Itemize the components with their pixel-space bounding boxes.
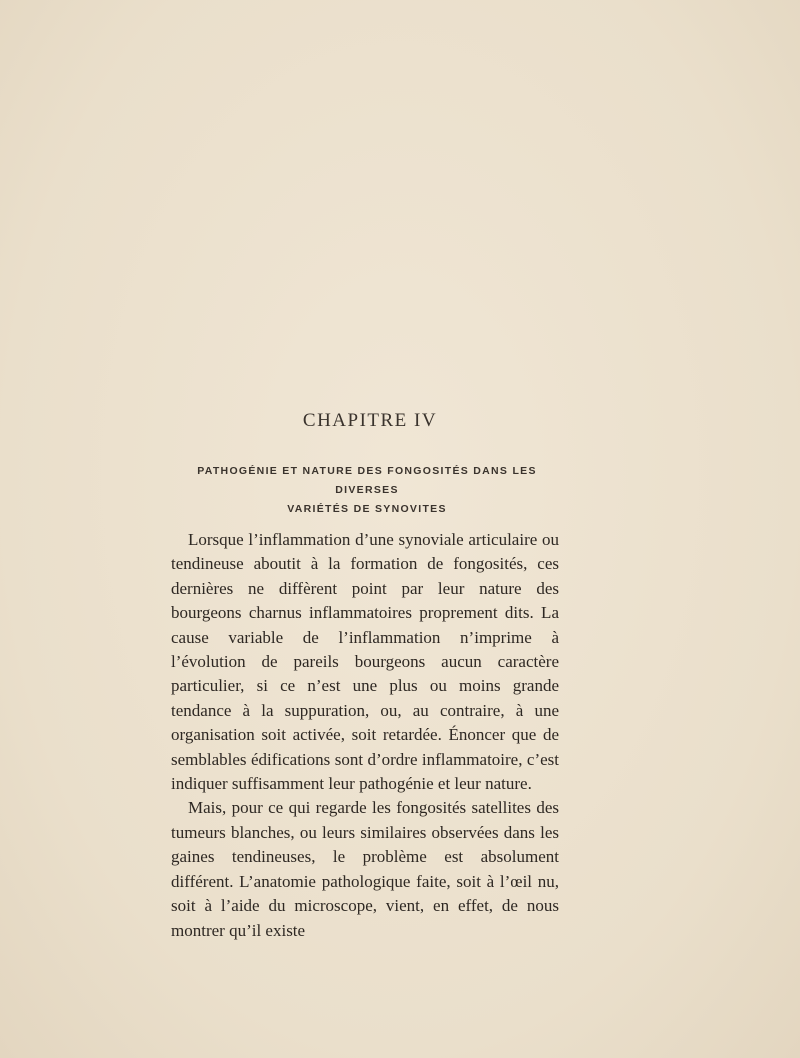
paragraph-2: Mais, pour ce qui regarde les fongosités satellites des tumeurs blanches, ou leurs similaires observées dans les gaines tendineuses, le problème est absolument différent. L’anatomie pathologique faite, soit à l’œil nu, soit à l’aide du microscope, vient, en effet, de nous montrer qu’il existe: [171, 798, 559, 940]
chapter-title: CHAPITRE IV: [302, 410, 438, 431]
paragraph-1: Lorsque l’inflammation d’une synoviale articulaire ou tendineuse aboutit à la formation de fongosités, ces dernières ne diffèrent point par leur nature des bourgeons charnus inflammatoires proprement dits. La cause variable de l’inflammation n’imprime à l’évolution de pareils bourgeons aucun caractère particulier, si ce n’est une plus ou moins grande tendance à la suppuration, ou, au contraire, à une organisation soit activée, soit retardée. Énoncer que de semblables édifications sont d’ordre inflammatoire, c’est indiquer suffisamment leur pathogénie et leur nature.: [171, 530, 559, 794]
chapter-subtitle-line-1: PATHOGÉNIE ET NATURE DES FONGOSITÉS DANS LES DIVERSES: [197, 465, 537, 496]
body-text: [171, 528, 559, 943]
chapter-subtitle: [172, 462, 562, 519]
chapter-subtitle-line-2: VARIÉTÉS DE SYNOVITES: [287, 503, 447, 515]
